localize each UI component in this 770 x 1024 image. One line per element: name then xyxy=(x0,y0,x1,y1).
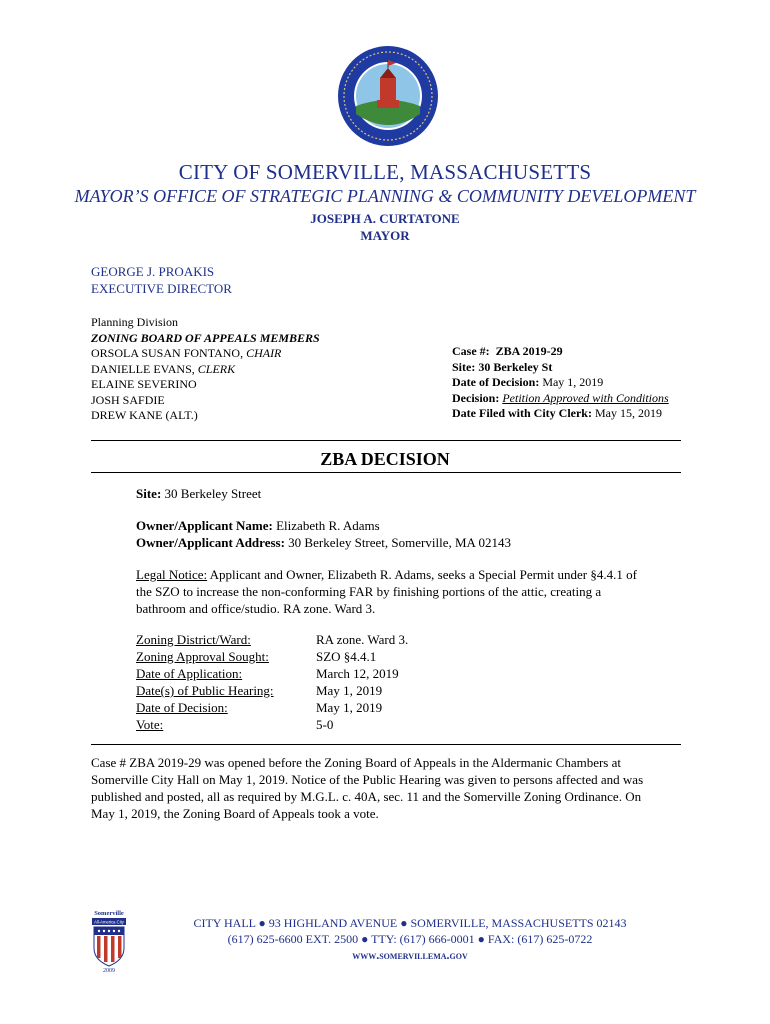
divider-title xyxy=(91,472,681,473)
board-member: ORSOLA SUSAN FONTANO, CHAIR xyxy=(91,346,282,360)
svg-text:2009: 2009 xyxy=(103,968,115,972)
board-member: ELAINE SEVERINO xyxy=(91,377,197,391)
mayor-office-title: MAYOR’S OFFICE OF STRATEGIC PLANNING & COMMUNITY DEVELOPMENT xyxy=(74,186,696,206)
planning-division-label: Planning Division xyxy=(91,315,179,329)
all-america-city-logo xyxy=(88,908,130,972)
footer-contact xyxy=(150,915,670,963)
case-decision: Decision: Petition Approved with Conditions xyxy=(452,390,669,405)
divider-top xyxy=(91,440,681,441)
detail-label: Date(s) of Public Hearing: xyxy=(136,683,274,698)
detail-label: Date of Application: xyxy=(136,666,243,681)
detail-label: Vote: xyxy=(136,717,164,732)
city-seal-logo xyxy=(336,44,440,148)
board-member: DANIELLE EVANS, CLERK xyxy=(91,361,236,376)
detail-label: Zoning District/Ward: xyxy=(136,632,251,647)
board-member: JOSH SAFDIE xyxy=(91,392,165,407)
svg-text:Somerville: Somerville xyxy=(94,910,124,917)
footer-phone: (617) 625-6600 EXT. 2500 ● TTY: (617) 666-0001 ● FAX: (617) 625-0722 xyxy=(227,932,593,946)
legal-notice-label: Legal Notice: xyxy=(136,567,208,582)
detail-value: 5-0 xyxy=(316,717,334,732)
case-site: Site: 30 Berkeley St xyxy=(452,359,553,374)
divider-bottom xyxy=(91,744,681,745)
owner-address: Owner/Applicant Address: 30 Berkeley Street, Somerville, MA 02143 xyxy=(136,535,511,550)
detail-value: May 1, 2019 xyxy=(316,683,383,698)
details-labels xyxy=(136,631,274,733)
case-summary-block xyxy=(452,344,669,422)
executive-director-title: EXECUTIVE DIRECTOR xyxy=(91,281,232,296)
case-decision-date: Date of Decision: May 1, 2019 xyxy=(452,375,604,389)
detail-value: March 12, 2019 xyxy=(316,666,399,681)
owner-name: Owner/Applicant Name: Elizabeth R. Adams xyxy=(136,518,380,533)
decision-paragraph: Case # ZBA 2019-29 was opened before the Zoning Board of Appeals in the Aldermanic Chambers at Somerville City Hall on May 1, 2019. Notice of the Public Hearing was given to persons affected and was published and posted, all as required by M.G.L. c. 40A, sec. 11 and the Somerville Zoning Ordinance. On May 1, 2019, the Zoning Board of Appeals took a vote. xyxy=(91,755,644,821)
case-filed-date: Date Filed with City Clerk: May 15, 2019 xyxy=(452,406,662,420)
svg-text:All-America City: All-America City xyxy=(94,919,124,925)
footer-address: CITY HALL ● 93 HIGHLAND AVENUE ● SOMERVILLE, MASSACHUSETTS 02143 xyxy=(193,916,627,930)
details-values xyxy=(316,631,408,733)
case-number: Case #: ZBA 2019-29 xyxy=(452,344,563,358)
footer-website-link[interactable]: www.somervillema.gov xyxy=(352,948,468,962)
detail-label: Zoning Approval Sought: xyxy=(136,649,269,664)
detail-value: May 1, 2019 xyxy=(316,700,383,715)
city-title: CITY OF SOMERVILLE, MASSACHUSETTS xyxy=(178,160,592,184)
owner-applicant-block xyxy=(136,517,511,551)
board-member: DREW KANE (ALT.) xyxy=(91,408,198,422)
decision-site: Site: 30 Berkeley Street xyxy=(136,486,262,501)
detail-value: SZO §4.4.1 xyxy=(316,649,377,664)
detail-value: RA zone. Ward 3. xyxy=(316,632,409,647)
executive-director-name: GEORGE J. PROAKIS xyxy=(91,264,215,279)
board-members-heading: ZONING BOARD OF APPEALS MEMBERS xyxy=(91,330,320,345)
mayor-name: JOSEPH A. CURTATONE xyxy=(310,211,460,226)
board-members-block xyxy=(91,315,320,424)
detail-label: Date of Decision: xyxy=(136,700,228,715)
mayor-title: MAYOR xyxy=(360,228,410,243)
legal-notice: Legal Notice: Applicant and Owner, Elizabeth R. Adams, seeks a Special Permit under §4.4.1 of the SZO to increase the non-conforming FAR by finishing portions of the attic, creating a bathroom and office/studio. RA zone. Ward 3. xyxy=(136,567,637,616)
zba-decision-title: ZBA DECISION xyxy=(320,449,450,469)
